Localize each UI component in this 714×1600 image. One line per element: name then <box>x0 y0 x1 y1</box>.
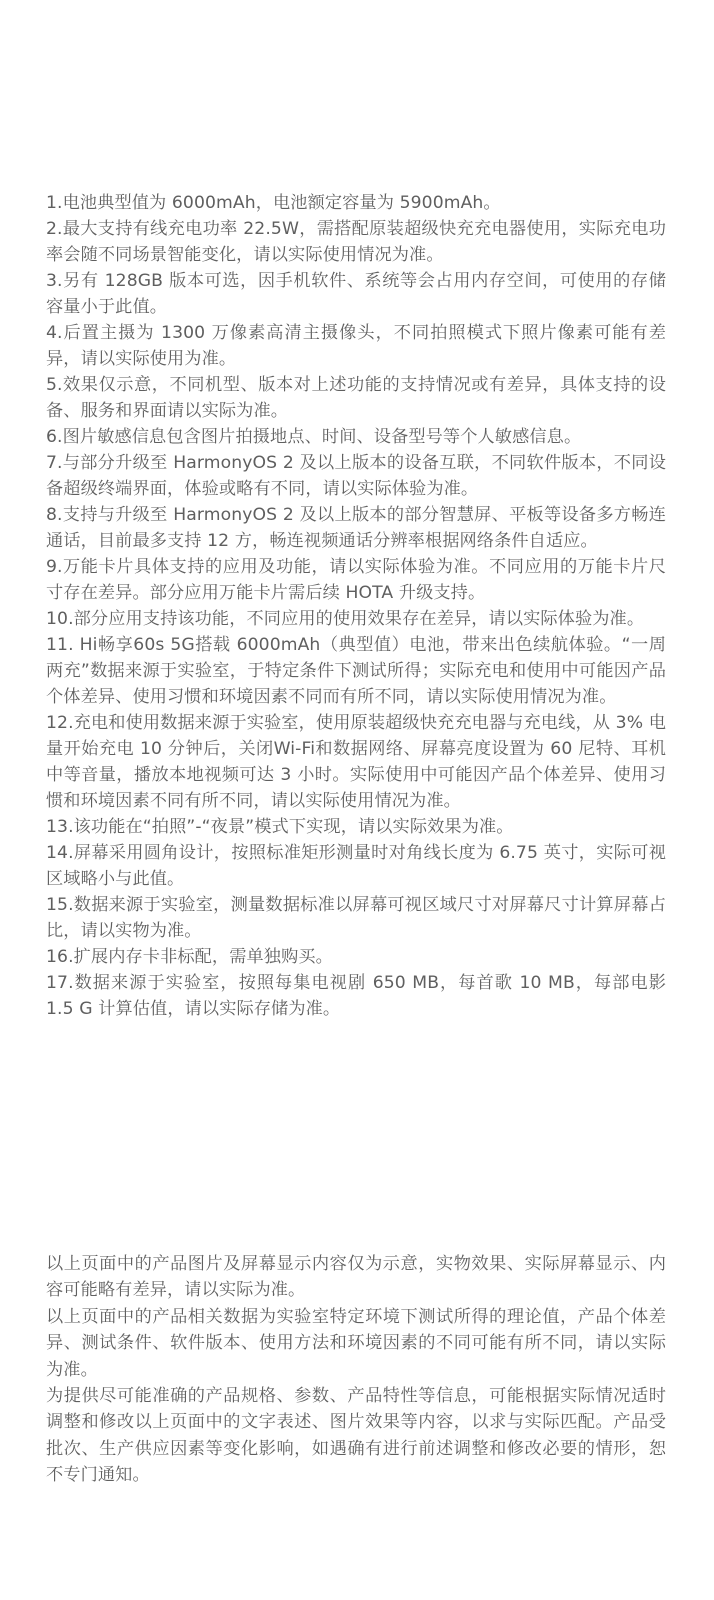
disclaimer-paragraph: 为提供尽可能准确的产品规格、参数、产品特性等信息，可能根据实际情况适时调整和修改以上页面中的文字表述、图片效果等内容，以求与实际匹配。产品受批次、生产供应因素等变化影响，如遇确有进行前述调整和修改必要的情形，恕不专门通知。 <box>46 1386 666 1486</box>
footnote-2: 2.最大支持有线充电功率 22.5W，需搭配原装超级快充充电器使用，实际充电功率会随不同场景智能变化，请以实际使用情况为准。 <box>46 219 666 265</box>
footnote-7: 7.与部分升级至 HarmonyOS 2 及以上版本的设备互联，不同软件版本，不同设备超级终端界面，体验或略有不同，请以实际体验为准。 <box>46 453 666 499</box>
footnote-1: 1.电池典型值为 6000mAh，电池额定容量为 5900mAh。 <box>46 193 501 213</box>
disclaimer-paragraph: 以上页面中的产品相关数据为实验室特定环境下测试所得的理论值，产品个体差异、测试条件、软件版本、使用方法和环境因素的不同可能有所不同，请以实际为准。 <box>46 1306 666 1380</box>
footnote-4: 4.后置主摄为 1300 万像素高清主摄像头，不同拍照模式下照片像素可能有差异，请以实际使用为准。 <box>46 323 666 369</box>
footnote-8: 8.支持与升级至 HarmonyOS 2 及以上版本的部分智慧屏、平板等设备多方畅连通话，目前最多支持 12 方，畅连视频通话分辨率根据网络条件自适应。 <box>46 505 666 551</box>
footnote-14: 14.屏幕采用圆角设计，按照标准矩形测量时对角线长度为 6.75 英寸，实际可视区域略小与此值。 <box>46 843 666 889</box>
footnote-12: 12.充电和使用数据来源于实验室，使用原装超级快充充电器与充电线，从 3% 电量开始充电 10 分钟后，关闭Wi-Fi和数据网络、屏幕亮度设置为 60 尼特、耳机中等音量，播放本地视频可达 3 小时。实际使用中可能因产品个体差异、使用习惯和环境因素不同有所不同，请以实际使用情况为准。 <box>46 713 666 811</box>
footnote-13: 13.该功能在“拍照”-“夜景”模式下实现，请以实际效果为准。 <box>46 817 514 837</box>
footnote-15: 15.数据来源于实验室，测量数据标准以屏幕可视区域尺寸对屏幕尺寸计算屏幕占比，请以实物为准。 <box>46 895 666 941</box>
footnotes-list <box>46 190 666 1022</box>
footnote-6: 6.图片敏感信息包含图片拍摄地点、时间、设备型号等个人敏感信息。 <box>46 427 582 447</box>
footnote-16: 16.扩展内存卡非标配，需单独购买。 <box>46 947 333 967</box>
footnote-10: 10.部分应用支持该功能，不同应用的使用效果存在差异，请以实际体验为准。 <box>46 609 645 629</box>
disclaimer-paragraph: 以上页面中的产品图片及屏幕显示内容仅为示意，实物效果、实际屏幕显示、内容可能略有差异，请以实际为准。 <box>46 1254 666 1301</box>
disclaimer-section <box>46 1251 666 1489</box>
footnote-11: 11. Hi畅享60s 5G搭载 6000mAh（典型值）电池，带来出色续航体验。“一周两充”数据来源于实验室，于特定条件下测试所得；实际充电和使用中可能因产品个体差异、使用习惯和环境因素不同而有所不同，请以实际使用情况为准。 <box>46 635 666 707</box>
footnote-9: 9.万能卡片具体支持的应用及功能，请以实际体验为准。不同应用的万能卡片尺寸存在差异。部分应用万能卡片需后续 HOTA 升级支持。 <box>46 557 666 603</box>
footnote-3: 3.另有 128GB 版本可选，因手机软件、系统等会占用内存空间，可使用的存储容量小于此值。 <box>46 271 666 317</box>
footnote-17: 17.数据来源于实验室，按照每集电视剧 650 MB，每首歌 10 MB，每部电影 1.5 G 计算估值，请以实际存储为准。 <box>46 973 666 1019</box>
footnote-5: 5.效果仅示意，不同机型、版本对上述功能的支持情况或有差异，具体支持的设备、服务和界面请以实际为准。 <box>46 375 666 421</box>
